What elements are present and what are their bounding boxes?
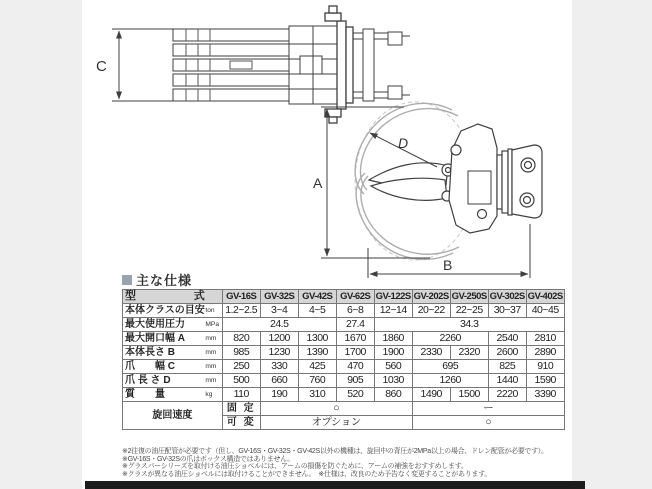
footnote-line: ※クラスが異なる油圧ショベルには取付けることができません。 ※仕様は、改良のため予告なく変更することがあります。	[122, 470, 491, 478]
row-label: 質 量	[125, 388, 165, 400]
model-header: GV-16S	[222, 290, 260, 304]
table-row: 旋回速度 固 定 ○ ー	[123, 402, 565, 416]
table-header-row	[123, 290, 565, 304]
footnote-line: ※グラスパーシリーズを取付ける油圧ショベルには、アームの損傷を防ぐために、アームの補強をおすすめします。	[122, 463, 468, 471]
footnote-line: ※2往復の油圧配管が必要です（但し、GV-16S・GV-32S・GV-42S以外の機種は、旋回中の背圧が2MPa以上の場合、ドレン配管が必要です）。	[122, 448, 548, 455]
table-row: 最大使用圧力 MPa 24.5 27.4 34.3	[123, 318, 565, 332]
swing-fixed-label: 固 定	[222, 402, 260, 416]
type-header-cell	[123, 290, 223, 304]
row-label: 爪 長 さ D	[125, 374, 171, 386]
row-unit: mm	[205, 349, 217, 356]
section-title-text: 主な仕様	[136, 273, 193, 288]
row-label: 本体長さ B	[125, 346, 175, 358]
model-header: GV-202S	[413, 290, 449, 302]
footnote-line: ※GV-16S・GV-32Sの爪はボックス構造ではありません。	[122, 455, 294, 463]
swing-variable-label: 可 変	[222, 416, 260, 430]
model-header: GV-402S	[527, 290, 563, 302]
row-unit: kg	[205, 391, 213, 398]
row-unit: mm	[205, 363, 217, 370]
top-view-drawing	[112, 6, 410, 123]
footnotes	[122, 448, 562, 478]
grapple-body	[449, 124, 542, 233]
type-label-left: 型	[125, 290, 136, 302]
table-row: 可 変 オプション ○	[123, 416, 565, 430]
model-header: GV-302S	[489, 290, 525, 302]
type-label-right: 式	[193, 290, 205, 302]
row-label: 爪 幅 C	[125, 360, 175, 372]
table-row: 爪 長 さ D mm 500 660 760 905 1030 1260 1440 1590	[123, 374, 565, 388]
swing-speed-label: 旋回速度	[123, 402, 223, 430]
row-unit: MPa	[205, 321, 219, 328]
arm-bracket	[353, 29, 410, 101]
row-label: 本体クラスの目安	[125, 304, 205, 316]
model-header: GV-62S	[336, 290, 374, 304]
table-row: 質 量 kg 110 190 310 520 860 1490 1500 2220 3390	[123, 388, 565, 402]
dim-label-c: C	[96, 58, 107, 75]
title-square-icon	[122, 275, 132, 285]
dim-label-d: D	[398, 135, 409, 151]
table-row: 本体クラスの目安 ton 1.2~2.5 3~4 4~5 6~8 12~14 20~22 22~25 30~37 40~45	[123, 304, 565, 318]
side-view-drawing	[321, 102, 542, 278]
model-header: GV-32S	[260, 290, 298, 304]
dim-label-b: B	[443, 257, 453, 273]
dim-label-a: A	[313, 175, 323, 191]
model-header: GV-122S	[375, 290, 411, 302]
closed-claws	[369, 163, 454, 201]
row-unit: mm	[205, 377, 217, 384]
bottom-bar	[85, 481, 585, 489]
spec-table	[122, 289, 565, 430]
table-row: 本体長さ B mm 985 1230 1390 1700 1900 2330 2320 2600 2890	[123, 346, 565, 360]
row-unit: mm	[205, 335, 217, 342]
row-label: 最大開口幅 A	[125, 332, 185, 344]
section-title	[122, 270, 192, 289]
table-row: 爪 幅 C mm 250 330 425 470 560 695 825 910	[123, 360, 565, 374]
center-frame	[289, 26, 337, 104]
row-label: 最大使用圧力	[125, 318, 185, 330]
table-row: 最大開口幅 A mm 820 1200 1300 1670 1860 2260 2540 2810	[123, 332, 565, 346]
row-unit: ton	[205, 307, 215, 314]
model-header: GV-250S	[451, 290, 487, 302]
model-header: GV-42S	[298, 290, 336, 304]
